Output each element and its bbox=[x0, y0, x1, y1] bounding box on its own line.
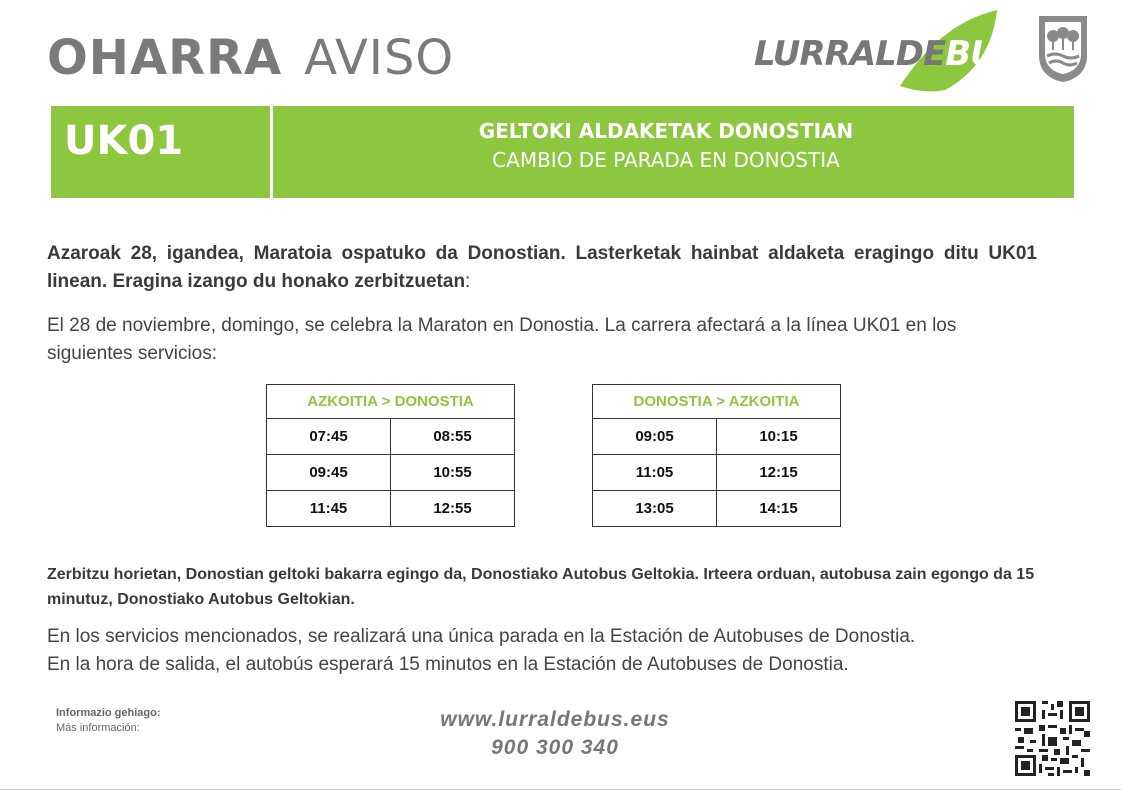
table-cell: 09:05 bbox=[593, 419, 717, 455]
table-cell: 11:05 bbox=[593, 455, 717, 491]
logo-text-main: LURRALDE bbox=[754, 34, 946, 74]
logo-text bbox=[754, 34, 1020, 74]
more-info-spanish: Más información: bbox=[56, 722, 140, 734]
banner-title-basque: GELTOKI ALDAKETAK DONOSTIAN bbox=[478, 119, 854, 143]
lurraldebus-logo bbox=[750, 8, 1021, 93]
gipuzkoa-shield-icon bbox=[1035, 12, 1091, 84]
more-info-basque: Informazio gehiago: bbox=[56, 707, 161, 719]
contact-info bbox=[380, 706, 730, 762]
more-info-label bbox=[56, 706, 161, 736]
table-header: AZKOITIA > DONOSTIA bbox=[267, 385, 515, 419]
table-cell: 12:55 bbox=[391, 491, 515, 527]
intro-spanish: El 28 de noviembre, domingo, se celebra la Maraton en Donostia. La carrera afectará a la línea UK01 en los siguientes servicios: bbox=[47, 315, 957, 364]
intro-basque-colon: : bbox=[465, 271, 471, 292]
table-cell: 08:55 bbox=[391, 419, 515, 455]
bottom-rule bbox=[0, 789, 1121, 790]
notice-basque: Zerbitzu horietan, Donostian geltoki bakarra egingo da, Donostiako Autobus Geltokia. Irteera orduan, autobusa zain egongo da 15 minutuz, Donostiako Autobus Geltokian. bbox=[47, 566, 1035, 608]
table-cell: 07:45 bbox=[267, 419, 391, 455]
page-title bbox=[47, 30, 454, 86]
table-row bbox=[267, 419, 515, 455]
table-cell: 14:15 bbox=[717, 491, 841, 527]
phone-number: 900 300 340 bbox=[491, 736, 619, 759]
schedule-table-donostia-azkoitia bbox=[592, 384, 841, 527]
table-cell: 10:55 bbox=[391, 455, 515, 491]
table-row bbox=[267, 455, 515, 491]
table-cell: 13:05 bbox=[593, 491, 717, 527]
qr-code-icon[interactable] bbox=[1015, 701, 1090, 776]
table-row bbox=[593, 419, 841, 455]
notice-spanish-line1: En los servicios mencionados, se realizará una única parada en la Estación de Autobuses de Donostia. bbox=[47, 626, 916, 647]
table-row bbox=[593, 491, 841, 527]
table-row bbox=[267, 491, 515, 527]
line-code: UK01 bbox=[64, 118, 184, 164]
table-cell: 11:45 bbox=[267, 491, 391, 527]
intro-basque bbox=[47, 240, 1037, 296]
notice-spanish-line2: En la hora de salida, el autobús esperará 15 minutos en la Estación de Autobuses de Donostia. bbox=[47, 654, 849, 675]
notice-spanish bbox=[47, 623, 1067, 679]
table-cell: 10:15 bbox=[717, 419, 841, 455]
table-row bbox=[593, 455, 841, 491]
table-header: DONOSTIA > AZKOITIA bbox=[593, 385, 841, 419]
banner-title-spanish: CAMBIO DE PARADA EN DONOSTIA bbox=[492, 148, 840, 172]
line-banner bbox=[51, 106, 1074, 198]
schedule-table-azkoitia-donostia bbox=[266, 384, 515, 527]
intro-basque-text: Azaroak 28, igandea, Maratoia ospatuko da Donostian. Lasterketak hainbat aldaketa eragingo ditu UK01 linean. Eragina izango du honako zerbitzuetan bbox=[47, 243, 1037, 292]
table-cell: 09:45 bbox=[267, 455, 391, 491]
website-link[interactable]: www.lurraldebus.eus bbox=[440, 708, 670, 731]
title-spanish: AVISO bbox=[304, 30, 455, 86]
title-basque: OHARRA bbox=[47, 30, 283, 86]
table-cell: 12:15 bbox=[717, 455, 841, 491]
logo-text-accent: BUS bbox=[945, 34, 1021, 74]
